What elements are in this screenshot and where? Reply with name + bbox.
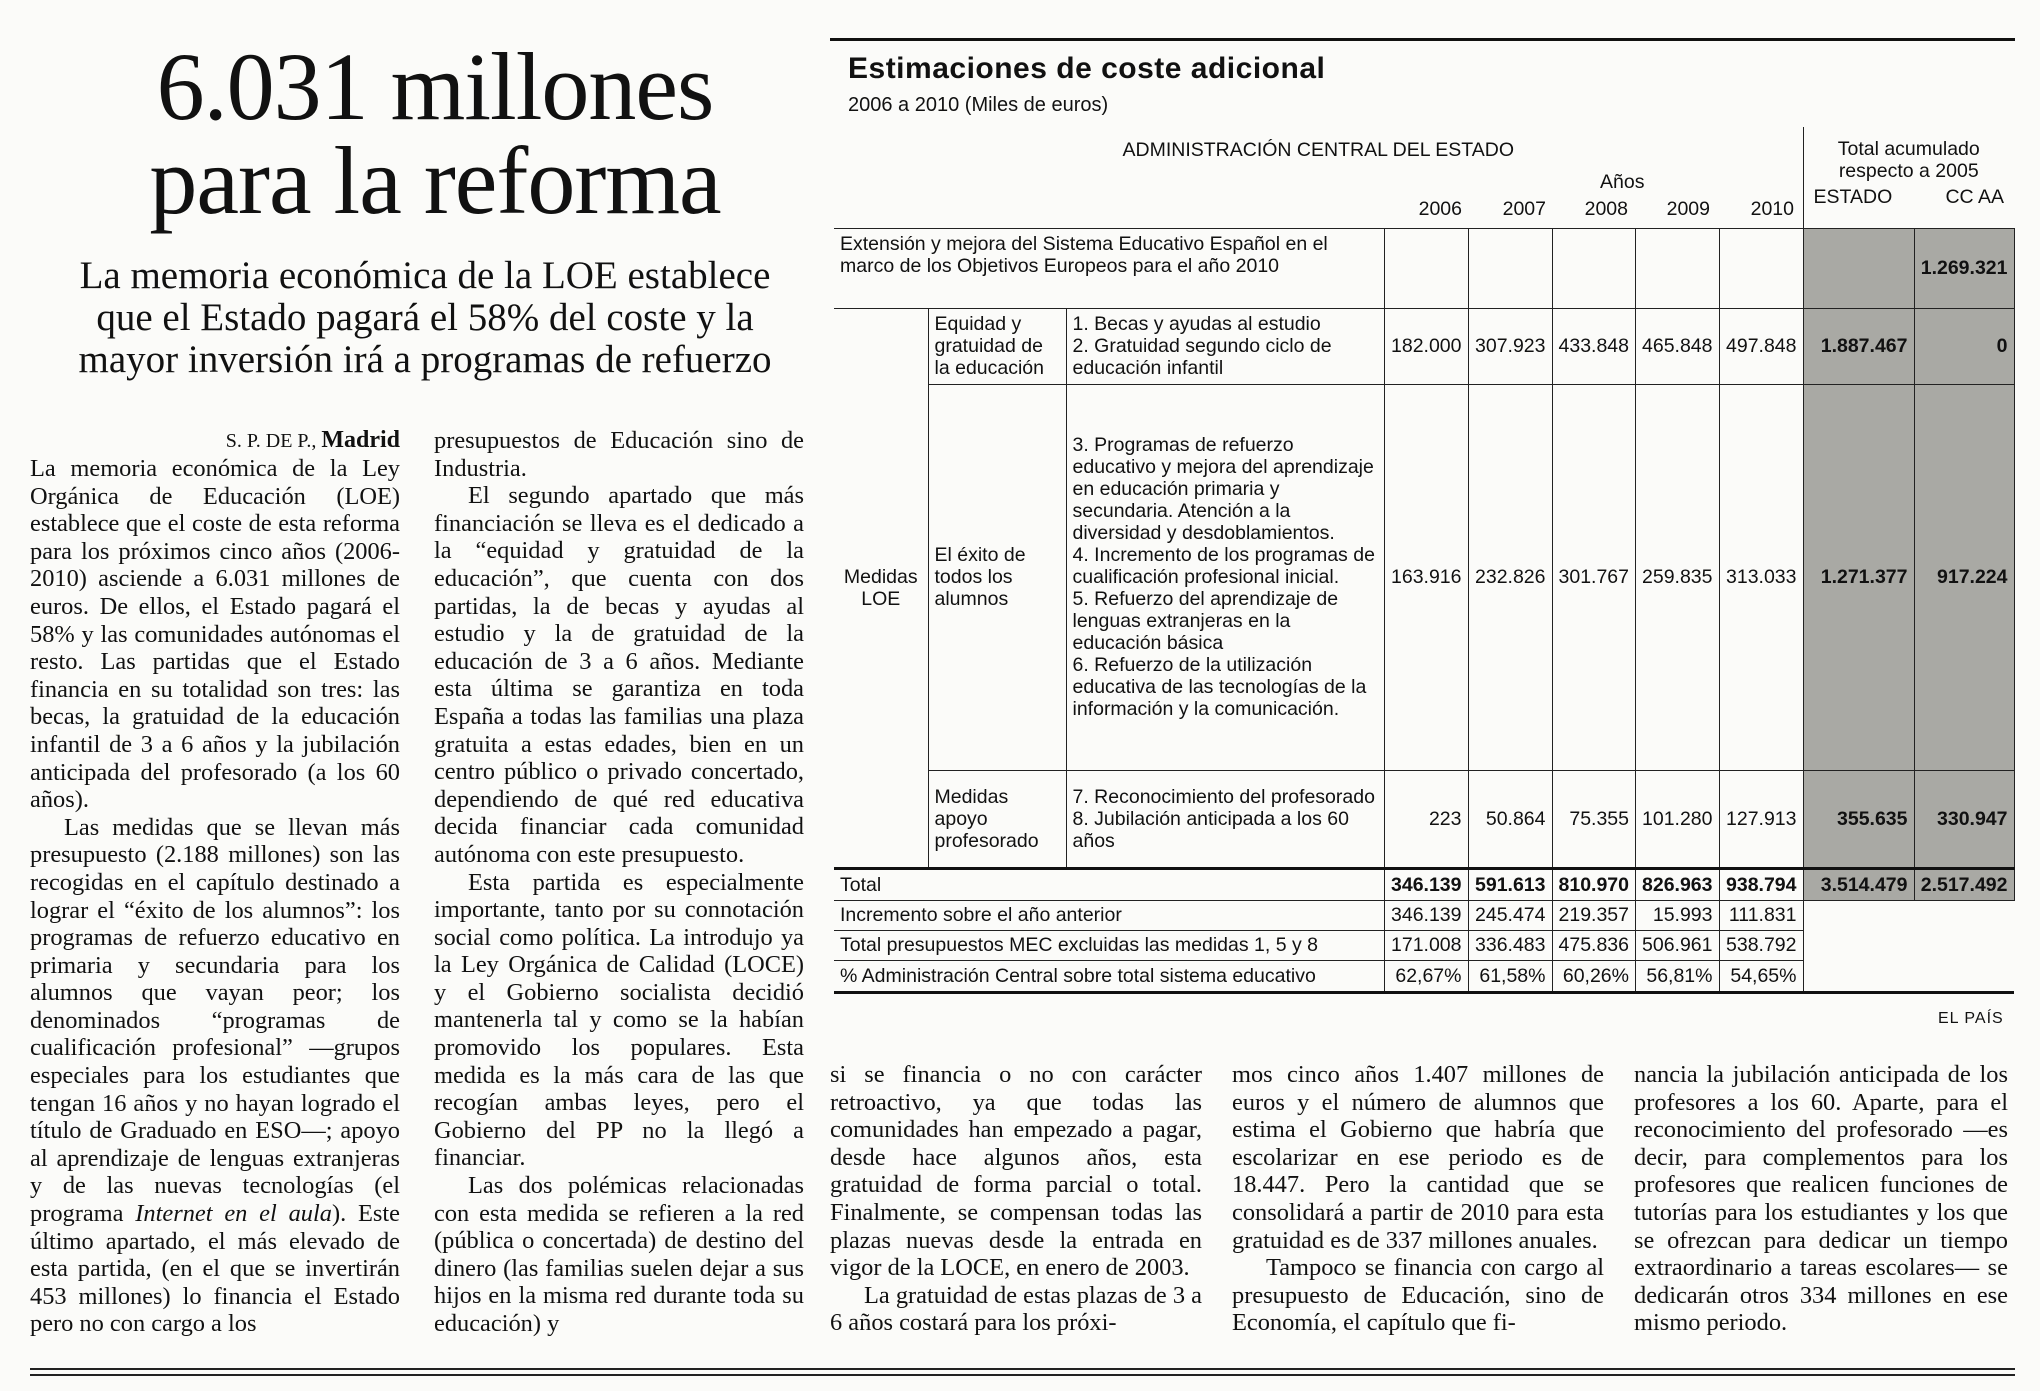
cell-ccaa: 1.269.321 xyxy=(1914,228,2014,308)
cell-value: 336.483 xyxy=(1468,930,1552,960)
cell-value: 497.848 xyxy=(1719,308,1803,384)
table-row xyxy=(834,308,2014,384)
article-paragraph: Las medidas que se llevan más presupuesto (2.188 millones) son las recogidas en el capítulo destinado a lograr el “éxito de los alumnos”: los programas de refuerzo educativo en primaria y secundaria para los alumnos que vayan peor; los denominados “programas de cualificación profesional” —grupos especiales para los estudiantes que tengan 16 años y no hayan logrado el título de Graduado en ESO—; apoyo al aprendizaje de lenguas extranjeras y de las nuevas tecnologías (el programa Internet en el aula). Este último apartado, el más elevado de esta partida, (en el que se invertirán 453 millones) lo financia el Estado pero no con cargo a los xyxy=(30,813,400,1338)
header-year: 2009 xyxy=(1666,198,1710,220)
article-column-1 xyxy=(30,427,400,1338)
cell-value: 259.835 xyxy=(1636,384,1720,770)
cell-estado: 355.635 xyxy=(1803,770,1914,868)
article-paragraph: Tampoco se financia con cargo al presupuesto de Educación, sino de Economía, el capítulo que fi- xyxy=(1232,1254,1604,1337)
table-row xyxy=(834,384,2014,770)
article-paragraph: El segundo apartado que más financiación se lleva es el dedicado a la “equidad y gratuidad de la educación”, que cuenta con dos partidas, la de becas y ayudas al estudio y la de gratuidad de la educación de 3 a 6 años. Mediante esta última se garantiza en toda España a todas las familias una plaza gratuita a estas edades, bien en un centro público o privado concertado, dependiendo de qué red educativa decida financiar cada comunidad autónoma con este presupuesto. xyxy=(434,482,804,868)
group-items: 3. Programas de refuerzo educativo y mejora del aprendizaje en educación primaria y secundaria. Atención a la diversidad y desdoblamientos. 4. Incremento de los programas de cualificación profesional inicial. 5. Refuerzo del aprendizaje de lenguas extranjeras en la educación básica 6. Refuerzo de la utilización educativa de las tecnologías de la información y la comunicación. xyxy=(1066,384,1384,770)
cell-value: 810.970 xyxy=(1552,868,1636,900)
cell-value: 60,26% xyxy=(1552,960,1636,992)
cell-value: 182.000 xyxy=(1384,308,1468,384)
row-label: Total presupuestos MEC excluidas las medidas 1, 5 y 8 xyxy=(834,930,1384,960)
row-label: Extensión y mejora del Sistema Educativo Español en el marco de los Objetivos Europeos para el año 2010 xyxy=(834,228,1384,308)
article-paragraph: si se financia o no con carácter retroactivo, ya que todas las comunidades han empezado a pagar, desde hace algunos años, esta gratuidad de forma parcial o total. Finalmente, se compensan todas las plazas nuevas desde la entrada en vigor de la LOCE, en enero de 2003. xyxy=(830,1061,1202,1282)
headline-line-2: para la reforma xyxy=(149,127,721,234)
cell-value: 433.848 xyxy=(1552,308,1636,384)
cell-value: 61,58% xyxy=(1468,960,1552,992)
header-years xyxy=(1384,198,1804,220)
article-paragraph: La gratuidad de estas plazas de 3 a 6 años costará para los próxi- xyxy=(830,1281,1202,1337)
table-header-row xyxy=(834,127,2014,228)
bottom-rule xyxy=(30,1368,2015,1370)
headline-line-1: 6.031 millones xyxy=(156,33,714,140)
header-year: 2007 xyxy=(1502,198,1546,220)
article-paragraph: Las dos polémicas relacionadas con esta medida se refieren a la red (pública o concertada) de destino del dinero (las familias suelen dejar a sus hijos en la misma red durante toda su educación) y xyxy=(434,1172,804,1337)
table-row xyxy=(834,900,2014,930)
cell-value: 245.474 xyxy=(1468,900,1552,930)
program-name: Internet en el aula xyxy=(135,1200,332,1228)
header-year: 2006 xyxy=(1418,198,1462,220)
group-label: Equidad y gratuidad de la educación xyxy=(928,308,1066,384)
cell-value: 50.864 xyxy=(1468,770,1552,868)
article-paragraph: presupuestos de Educación sino de Industria. xyxy=(434,427,804,482)
article-paragraph: La memoria económica de la Ley Orgánica de Educación (LOE) establece que el coste de esta reforma para los próximos cinco años (2006-2010) asciende a 6.031 millones de euros. De ellos, el Estado pagará el 58% y las comunidades autónomas el resto. Las partidas que el Estado financia en su totalidad son tres: las becas, la gratuidad de la educación infantil de 3 a 6 años y la jubilación anticipada del profesorado (a los 60 años). xyxy=(30,455,400,814)
group-label: El éxito de todos los alumnos xyxy=(928,384,1066,770)
subheadline-line-2: que el Estado pagará el 58% del coste y la xyxy=(96,296,754,339)
cell-ccaa: 917.224 xyxy=(1914,384,2014,770)
cell-value: 54,65% xyxy=(1719,960,1803,992)
table-top-rule xyxy=(830,38,2015,41)
cell-value: 171.008 xyxy=(1384,930,1468,960)
total-label: Total xyxy=(834,868,1384,900)
cell-value: 538.792 xyxy=(1719,930,1803,960)
cell-value: 301.767 xyxy=(1552,384,1636,770)
cell-value: 223 xyxy=(1384,770,1468,868)
cell-value: 307.923 xyxy=(1468,308,1552,384)
cost-table xyxy=(834,127,2015,994)
cell-estado: 1.271.377 xyxy=(1803,384,1914,770)
subheadline-line-3: mayor inversión irá a programas de refuerzo xyxy=(78,338,772,381)
article-column-2 xyxy=(434,427,804,1338)
table-row xyxy=(834,228,2014,308)
header-total-line-1: Total acumulado xyxy=(1837,138,1980,160)
cell-ccaa: 0 xyxy=(1914,308,2014,384)
cell-value: 232.826 xyxy=(1468,384,1552,770)
cell-estado: 1.887.467 xyxy=(1803,308,1914,384)
bottom-rule xyxy=(30,1374,2015,1376)
cell-value: 111.831 xyxy=(1719,900,1803,930)
header-year: 2010 xyxy=(1750,198,1794,220)
header-total-line-2: respecto a 2005 xyxy=(1838,160,1979,182)
row-label: % Administración Central sobre total sistema educativo xyxy=(834,960,1384,992)
article-column-5 xyxy=(1634,1061,2008,1337)
article-column-3 xyxy=(830,1061,1202,1337)
medidas-loe-label: Medidas LOE xyxy=(834,308,928,868)
row-label: Incremento sobre el año anterior xyxy=(834,900,1384,930)
article-column-4 xyxy=(1232,1061,1604,1337)
table-total-row xyxy=(834,868,2014,900)
cell-value: 313.033 xyxy=(1719,384,1803,770)
subheadline-line-1: La memoria económica de la LOE establece xyxy=(79,254,771,297)
header-ccaa: CC AA xyxy=(1945,186,2004,208)
group-items: 7. Reconocimiento del profesorado 8. Jubilación anticipada a los 60 años xyxy=(1066,770,1384,868)
cell-ccaa: 2.517.492 xyxy=(1914,868,2014,900)
cell-value: 591.613 xyxy=(1468,868,1552,900)
header-group-label: ADMINISTRACIÓN CENTRAL DEL ESTADO xyxy=(1122,139,1514,161)
cell-value: 346.139 xyxy=(1384,868,1468,900)
cell-value: 62,67% xyxy=(1384,960,1468,992)
headline xyxy=(60,33,810,234)
group-items: 1. Becas y ayudas al estudio 2. Gratuidad segundo ciclo de educación infantil xyxy=(1066,308,1384,384)
byline-place: Madrid xyxy=(321,427,400,453)
subheadline xyxy=(30,255,820,381)
cell-value: 938.794 xyxy=(1719,868,1803,900)
table-title: Estimaciones de coste adicional xyxy=(848,52,1326,85)
cell-value: 127.913 xyxy=(1719,770,1803,868)
article-paragraph: Esta partida es especialmente importante, tanto por su connotación social como política. La introdujo ya la Ley Orgánica de Calidad (LOCE) y el Gobierno socialista decidió mantenerla tal y como se la habían promovido los populares. Esta medida es la más cara de las que recogían ambas leyes, pero el Gobierno del PP no la llegó a financiar. xyxy=(434,868,804,1172)
cell-value: 219.357 xyxy=(1552,900,1636,930)
cell-value: 101.280 xyxy=(1636,770,1720,868)
header-estado: ESTADO xyxy=(1813,186,1893,208)
cell-value: 75.355 xyxy=(1552,770,1636,868)
cell-ccaa: 330.947 xyxy=(1914,770,2014,868)
cell-value: 56,81% xyxy=(1636,960,1720,992)
cell-estado: 3.514.479 xyxy=(1803,868,1914,900)
byline-author: S. P. DE P., xyxy=(225,430,317,452)
header-admin xyxy=(834,127,1803,228)
cell-value: 346.139 xyxy=(1384,900,1468,930)
source-credit: EL PAÍS xyxy=(1938,1010,2004,1027)
table-row xyxy=(834,770,2014,868)
header-year: 2008 xyxy=(1584,198,1628,220)
header-total xyxy=(1803,127,2014,228)
table-subtitle: 2006 a 2010 (Miles de euros) xyxy=(848,94,1109,116)
header-years-label: Años xyxy=(1600,171,1645,193)
cell-value: 826.963 xyxy=(1636,868,1720,900)
cell-value: 465.848 xyxy=(1636,308,1720,384)
cell-value: 506.961 xyxy=(1636,930,1720,960)
cell-value: 15.993 xyxy=(1636,900,1720,930)
article-paragraph: nancia la jubilación anticipada de los profesores a los 60. Aparte, para el reconocimiento del profesorado —es decir, para complementos para los profesores que realicen funciones de tutorías para los estudiantes y los que se ofrezcan para dedicar un tiempo extraordinario a tareas escolares— se dedicarán otros 334 millones en ese mismo periodo. xyxy=(1634,1061,2008,1337)
group-label: Medidas apoyo profesorado xyxy=(928,770,1066,868)
article-paragraph: mos cinco años 1.407 millones de euros y el número de alumnos que estima el Gobierno que habría que escolarizar en ese periodo es de 18.447. Pero la cantidad que se consolidará a partir de 2010 para esta gratuidad es de 337 millones anuales. xyxy=(1232,1061,1604,1254)
byline xyxy=(30,427,400,455)
cell-value: 475.836 xyxy=(1552,930,1636,960)
cell-value: 163.916 xyxy=(1384,384,1468,770)
